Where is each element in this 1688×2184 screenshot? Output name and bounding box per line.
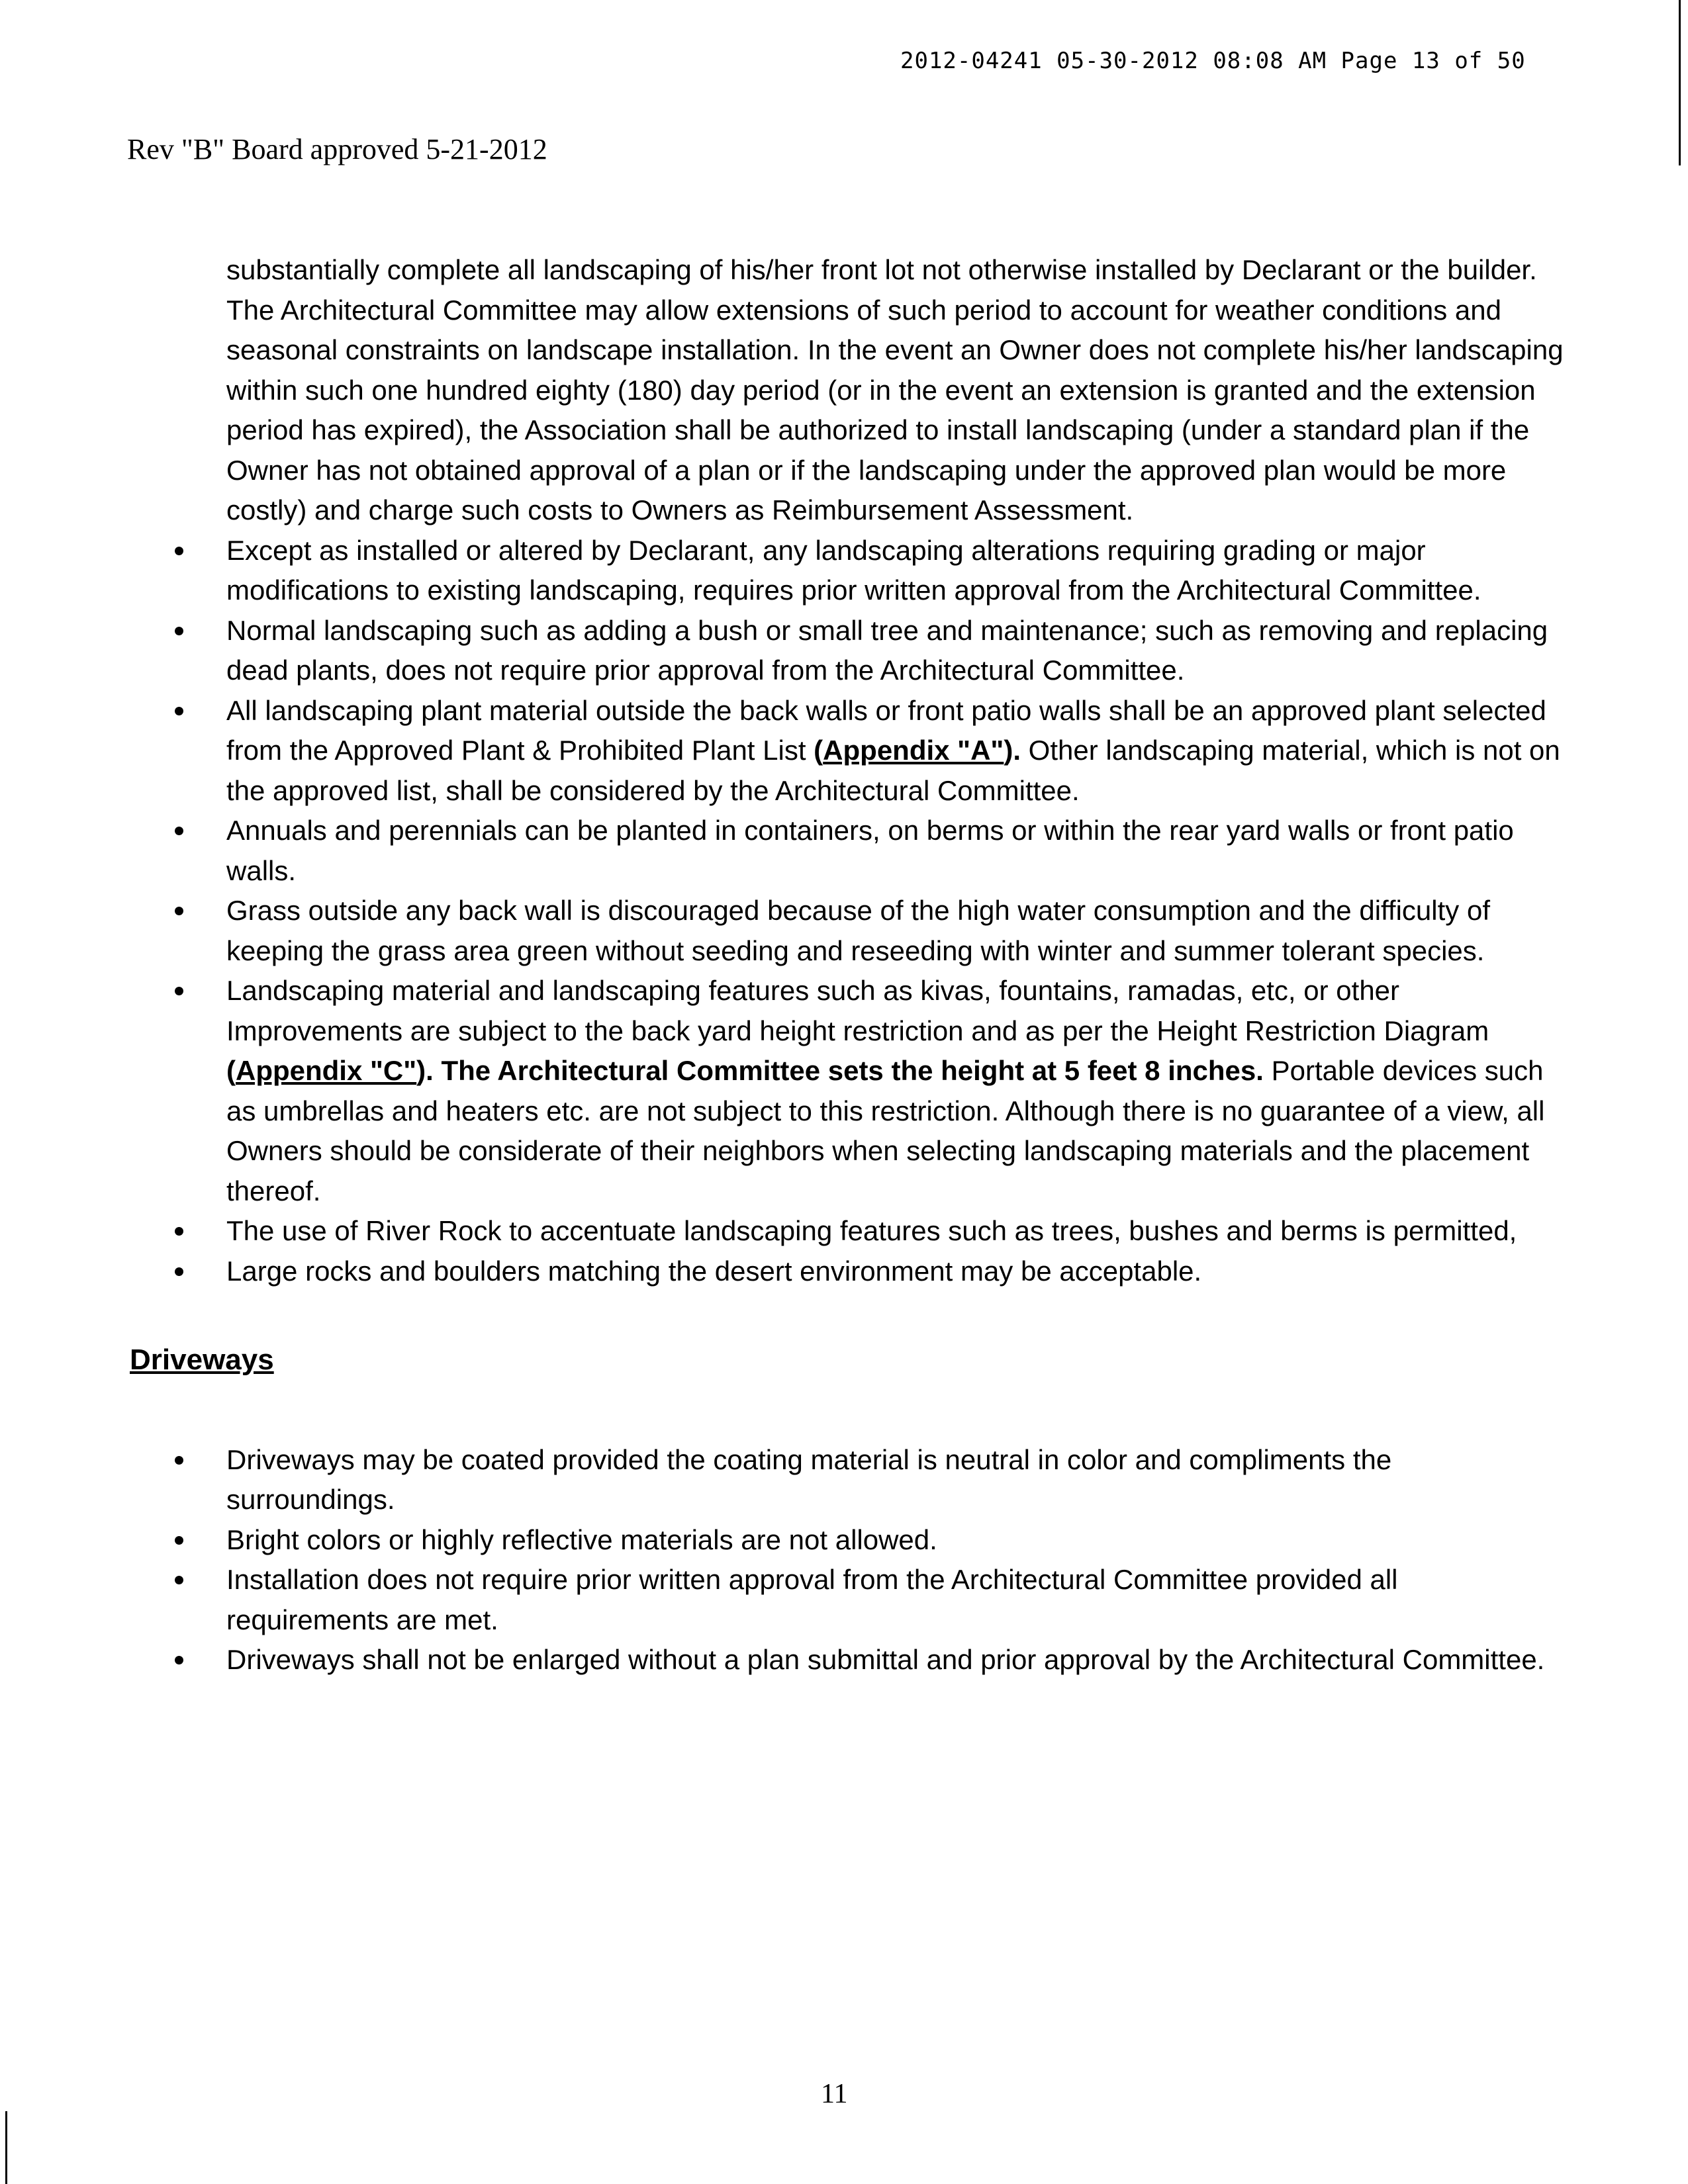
list-item-text: Installation does not require prior written approval from the Architectural Committee provided all requirements are met. bbox=[226, 1564, 1398, 1635]
list-item-text: Driveways shall not be enlarged without a plan submittal and prior approval by the Architectural Committee. bbox=[226, 1644, 1545, 1675]
list-item-text: The use of River Rock to accentuate landscaping features such as trees, bushes and berms is permitted, bbox=[226, 1215, 1517, 1246]
bullet-icon bbox=[175, 987, 183, 995]
document-body bbox=[127, 250, 1564, 1680]
list-item bbox=[127, 611, 1564, 691]
fax-header: 2012-04241 05-30-2012 08:08 AM Page 13 of 50 bbox=[900, 48, 1526, 74]
list-item bbox=[127, 1640, 1564, 1680]
list-item-text: All landscaping plant material outside the back walls or front patio walls shall be an approved plant selected from the Approved Plant & Prohibited Plant List bbox=[226, 694, 1546, 766]
list-item bbox=[127, 1520, 1564, 1561]
bullet-icon bbox=[175, 707, 183, 715]
revision-note: Rev "B" Board approved 5-21-2012 bbox=[127, 133, 547, 165]
list-item bbox=[127, 531, 1564, 611]
appendix-a-reference: (Appendix "A"). bbox=[814, 735, 1021, 766]
list-item-text: Driveways may be coated provided the coating material is neutral in color and compliments the surroundings. bbox=[226, 1443, 1392, 1515]
appendix-c-reference: (Appendix "C"). bbox=[226, 1055, 434, 1086]
list-item-text: Landscaping material and landscaping features such as kivas, fountains, ramadas, etc, or other Improvements are subject to the back yard height restriction and as per the Height Restriction Diagram bbox=[226, 975, 1489, 1046]
landscaping-bullet-list bbox=[127, 531, 1564, 1292]
list-item-text: Annuals and perennials can be planted in containers, on berms or within the rear yard walls or front patio walls. bbox=[226, 815, 1514, 886]
bullet-icon bbox=[175, 547, 183, 555]
list-item bbox=[127, 811, 1564, 891]
bullet-icon bbox=[175, 1456, 183, 1465]
bullet-icon bbox=[175, 627, 183, 635]
list-item-text: Large rocks and boulders matching the desert environment may be acceptable. bbox=[226, 1255, 1202, 1287]
list-item-text: Normal landscaping such as adding a bush or small tree and maintenance; such as removing and replacing dead plants, does not require prior approval from the Architectural Committee. bbox=[226, 614, 1548, 686]
list-item bbox=[127, 1251, 1564, 1292]
list-item bbox=[127, 971, 1564, 1211]
driveways-heading: Driveways bbox=[130, 1343, 274, 1376]
scan-edge-line bbox=[1679, 0, 1681, 165]
scan-edge-line bbox=[5, 2111, 7, 2184]
list-item-text: Bright colors or highly reflective materials are not allowed. bbox=[226, 1524, 937, 1555]
landscaping-continued-paragraph: substantially complete all landscaping of his/her front lot not otherwise installed by Declarant or the builder. The Architectural Committee may allow extensions of such period to account for weather conditions and seasonal constraints on landscape installation. In the event an Owner does not complete his/her landscaping within such one hundred eighty (180) day period (or in the event an extension is granted and the extension period has expired), the Association shall be authorized to install landscaping (under a standard plan if the Owner has not obtained approval of a plan or if the landscaping under the approved plan would be more costly) and charge such costs to Owners as Reimbursement Assessment. bbox=[226, 254, 1564, 525]
bullet-icon bbox=[175, 1656, 183, 1664]
list-item-text: Other landscaping material, which is not on the approved list, shall be considered by the Architectural Committee. bbox=[226, 735, 1560, 806]
bullet-icon bbox=[175, 1227, 183, 1236]
list-item bbox=[127, 1211, 1564, 1251]
list-item-text: Portable devices such as umbrellas and heaters etc. are not subject to this restriction. Although there is no guarantee of a view, all Owners should be considerate of their neighbors when selecting landscaping materials and the placement thereof. bbox=[226, 1055, 1545, 1206]
list-item-text: Except as installed or altered by Declarant, any landscaping alterations requiring grading or major modifications to existing landscaping, requires prior written approval from the Architectural Committee. bbox=[226, 534, 1481, 606]
bullet-icon bbox=[175, 1576, 183, 1584]
height-restriction-statement: The Architectural Committee sets the height at 5 feet 8 inches. bbox=[433, 1055, 1264, 1086]
bullet-icon bbox=[175, 1267, 183, 1276]
bullet-icon bbox=[175, 1536, 183, 1545]
list-item-text: Grass outside any back wall is discouraged because of the high water consumption and the difficulty of keeping the grass area green without seeding and reseeding with winter and summer tolerant species. bbox=[226, 895, 1490, 966]
bullet-icon bbox=[175, 827, 183, 835]
list-item bbox=[127, 1560, 1564, 1640]
page-number: 11 bbox=[821, 2079, 848, 2109]
driveways-bullet-list bbox=[127, 1440, 1564, 1680]
bullet-icon bbox=[175, 907, 183, 915]
list-item bbox=[127, 1440, 1564, 1520]
list-item bbox=[127, 891, 1564, 971]
list-item bbox=[127, 691, 1564, 811]
